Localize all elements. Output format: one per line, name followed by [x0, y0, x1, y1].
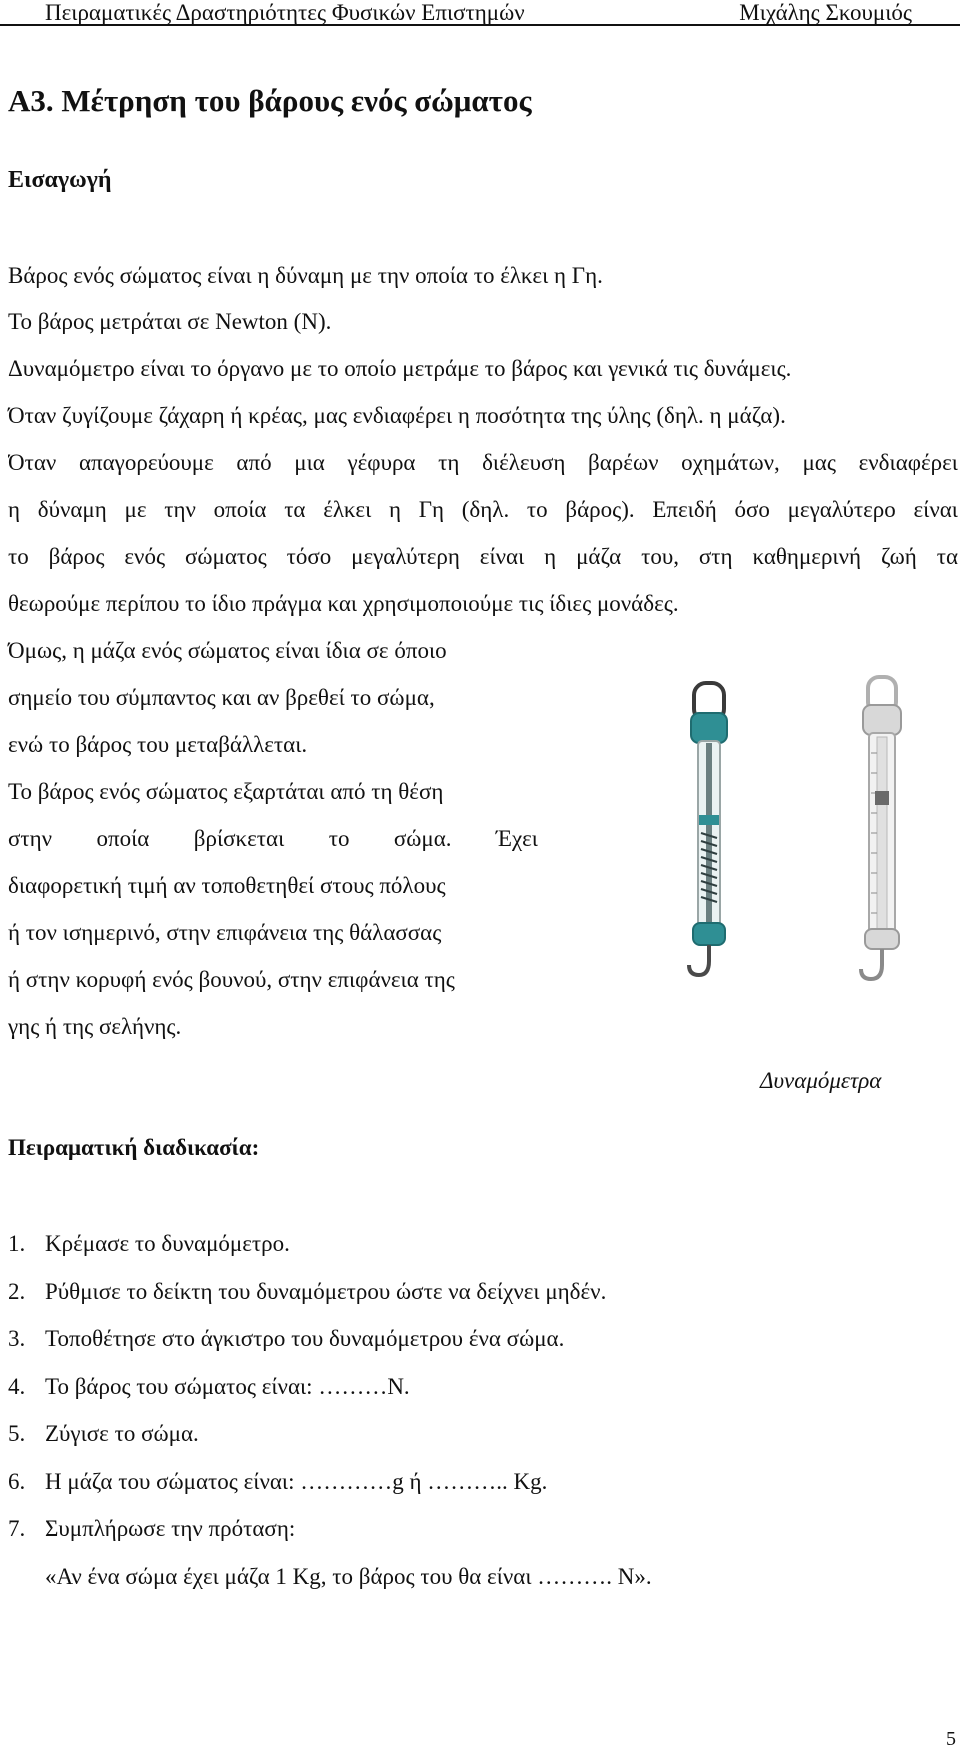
step-text: Ζύγισε το σώμα. [45, 1421, 199, 1446]
teal-spring-scale-icon [689, 683, 727, 975]
step-text: Κρέμασε το δυναμόμετρο. [45, 1231, 290, 1256]
column-line: ή στην κορυφή ενός βουνού, στην επιφάνεια της [8, 967, 455, 992]
page-header [0, 0, 960, 26]
step-number: 6. [8, 1469, 26, 1494]
header-author: Μιχάλης Σκουμιός [739, 0, 912, 25]
step-number: 4. [8, 1374, 26, 1399]
spring-scales-figure [655, 673, 955, 993]
intro-line: το βάρος ενός σώματος τόσο μεγαλύτερη είναι η μάζα του, στη καθημερινή ζωή τα [8, 544, 958, 569]
step-text: Ρύθμισε το δείκτη του δυναμόμετρου ώστε να δείχνει μηδέν. [45, 1279, 607, 1304]
intro-line: Όταν ζυγίζουμε ζάχαρη ή κρέας, μας ενδιαφέρει η ποσότητα της ύλης (δηλ. η μάζα). [8, 403, 786, 428]
step-number: 1. [8, 1231, 26, 1256]
column-line: ή τον ισημερινό, στην επιφάνεια της θάλασσας [8, 920, 442, 945]
step-continuation: «Αν ένα σώμα έχει μάζα 1 Kg, το βάρος του θα είναι ………. N». [45, 1564, 652, 1589]
grey-spring-scale-icon [861, 677, 901, 979]
column-line: σημείο του σύμπαντος και αν βρεθεί το σώμα, [8, 685, 435, 710]
intro-heading: Εισαγωγή [8, 167, 112, 193]
step-number: 2. [8, 1279, 26, 1304]
step-text: Συμπλήρωσε την πρόταση: [45, 1516, 296, 1541]
column-line: διαφορετική τιμή αν τοποθετηθεί στους πόλους [8, 873, 446, 898]
intro-line: η δύναμη με την οποία τα έλκει η Γη (δηλ. το βάρος). Επειδή όσο μεγαλύτερο είναι [8, 497, 958, 522]
step-text: Η μάζα του σώματος είναι: …………g ή ……….. Kg. [45, 1469, 548, 1494]
column-line: ενώ το βάρος του μεταβάλλεται. [8, 732, 308, 757]
step-text: Το βάρος του σώματος είναι: ………N. [45, 1374, 410, 1399]
page-number: 5 [946, 1728, 956, 1750]
page-title: Α3. Μέτρηση του βάρους ενός σώματος [8, 83, 532, 118]
figure-caption: Δυναμόμετρα [760, 1068, 882, 1093]
step-number: 5. [8, 1421, 26, 1446]
step-text: Τοποθέτησε στο άγκιστρο του δυναμόμετρου ένα σώμα. [45, 1326, 565, 1351]
spring-scales-illustration [655, 673, 955, 993]
intro-line: Όταν απαγορεύουμε από μια γέφυρα τη διέλευση βαρέων οχημάτων, μας ενδιαφέρει [8, 450, 958, 475]
step-number: 3. [8, 1326, 26, 1351]
intro-line: Δυναμόμετρο είναι το όργανο με το οποίο μετράμε το βάρος και γενικά τις δυνάμεις. [8, 356, 792, 381]
column-line: γης ή της σελήνης. [8, 1014, 182, 1039]
intro-line: θεωρούμε περίπου το ίδιο πράγμα και χρησιμοποιούμε τις ίδιες μονάδες. [8, 591, 679, 616]
intro-line: Βάρος ενός σώματος είναι η δύναμη με την οποία το έλκει η Γη. [8, 263, 603, 288]
column-line: Όμως, η μάζα ενός σώματος είναι ίδια σε όποιο [8, 638, 447, 663]
step-number: 7. [8, 1516, 26, 1541]
procedure-heading: Πειραματική διαδικασία: [8, 1135, 260, 1160]
intro-line: Το βάρος μετράται σε Newton (N). [8, 309, 332, 334]
column-line: στην οποία βρίσκεται το σώμα. Έχει [8, 826, 538, 851]
header-course-title: Πειραματικές Δραστηριότητες Φυσικών Επιστημών [45, 0, 525, 25]
column-line: Το βάρος ενός σώματος εξαρτάται από τη θέση [8, 779, 444, 804]
